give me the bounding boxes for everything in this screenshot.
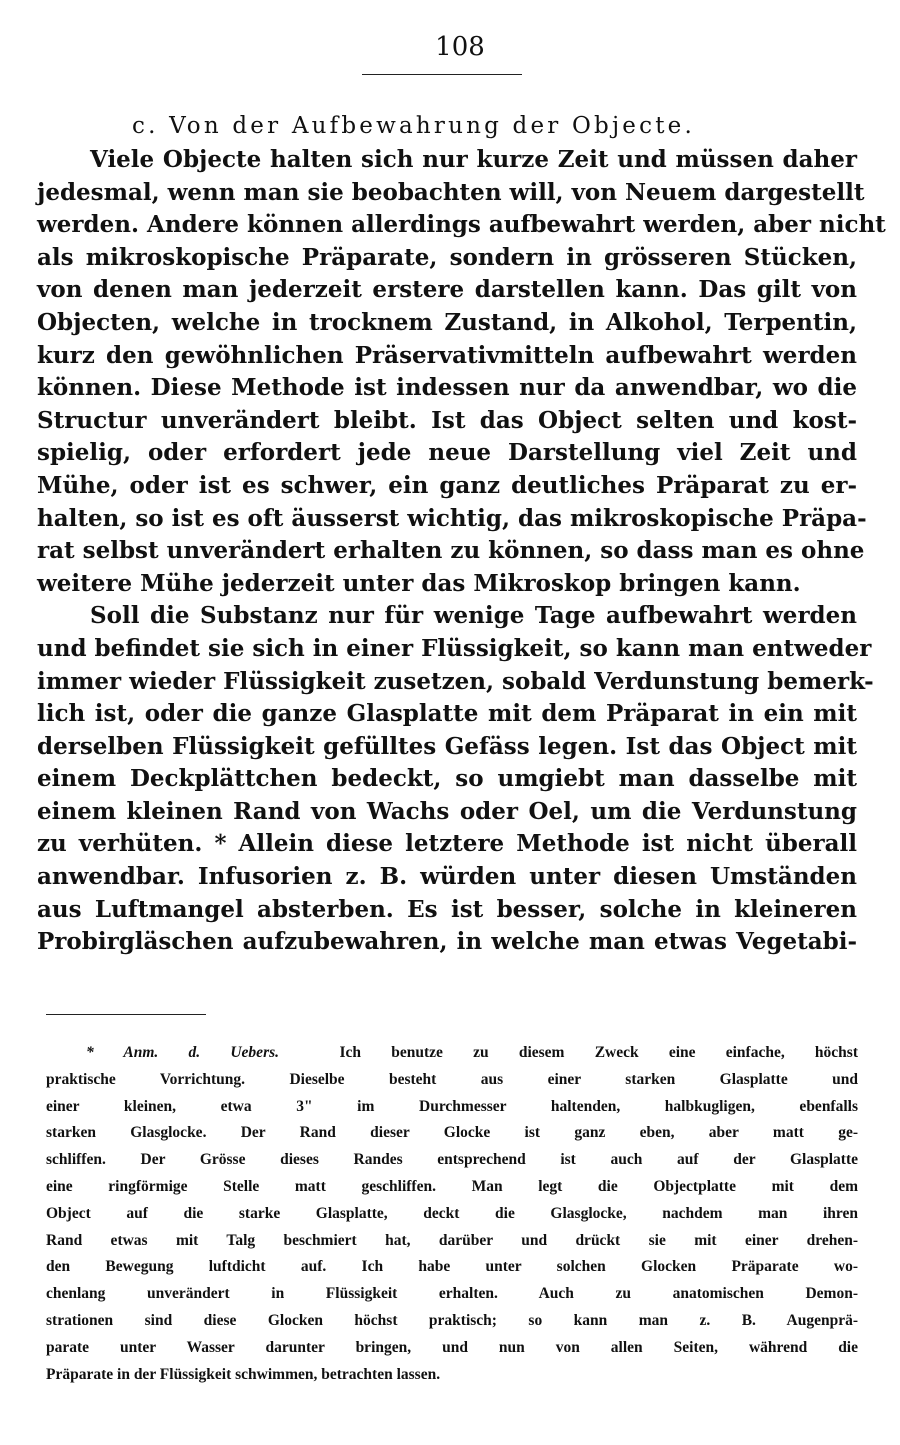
footnote-line: einer kleinen, etwa 3" im Durchmesser haltenden, halbkugligen, ebenfalls: [46, 1097, 858, 1115]
footnote-line: schliffen. Der Grösse dieses Randes entsprechend ist auch auf der Glasplatte: [46, 1151, 858, 1169]
body-line: derselben Flüssigkeit gefülltes Gefäss legen. Ist das Object mit: [37, 732, 857, 760]
body-line: werden. Andere können allerdings aufbewahrt werden, aber nicht: [37, 211, 886, 239]
footnote-line: [46, 1040, 858, 1067]
footnote-line: den Bewegung luftdicht auf. Ich habe unter solchen Glocken Präparate wo-: [46, 1258, 858, 1276]
body-line: Mühe, oder ist es schwer, ein ganz deutliches Präparat zu er-: [37, 471, 857, 499]
body-line: und befindet sie sich in einer Flüssigkeit, so kann man entweder: [37, 634, 872, 662]
footnote-line: starken Glasglocke. Der Rand dieser Glocke ist ganz eben, aber matt ge-: [46, 1124, 858, 1142]
footnote-rule: [46, 1014, 206, 1015]
body-line: Probirgläschen aufzubewahren, in welche man etwas Vegetabi-: [37, 928, 857, 956]
body-text: [37, 144, 886, 959]
body-line: weitere Mühe jederzeit unter das Mikroskop bringen kann.: [37, 569, 801, 597]
body-line: einem Deckplättchen bedeckt, so umgiebt man dasselbe mit: [37, 765, 857, 793]
footnote-line: parate unter Wasser darunter bringen, und nun von allen Seiten, während die: [46, 1338, 858, 1356]
body-line: kurz den gewöhnlichen Präservativmitteln aufbewahrt werden: [37, 341, 857, 369]
footnote-line: chenlang unverändert in Flüssigkeit erhalten. Auch zu anatomischen Demon-: [46, 1285, 858, 1303]
footnote: [46, 1040, 858, 1388]
footnote-marker: * Anm. d. Uebers.: [86, 1044, 280, 1061]
section-heading: c. Von der Aufbewahrung der Objecte.: [132, 113, 695, 139]
footnote-line: eine ringförmige Stelle matt geschliffen. Man legt die Objectplatte mit dem: [46, 1177, 858, 1195]
body-line: jedesmal, wenn man sie beobachten will, von Neuem dargestellt: [37, 178, 865, 206]
body-line: immer wieder Flüssigkeit zusetzen, sobald Verdunstung bemerk-: [37, 667, 874, 695]
body-line: aus Luftmangel absterben. Es ist besser, solche in kleineren: [37, 895, 857, 923]
body-line: können. Diese Methode ist indessen nur da anwendbar, wo die: [37, 374, 857, 402]
body-line: spielig, oder erfordert jede neue Darstellung viel Zeit und: [37, 439, 857, 467]
body-line: Objecten, welche in trocknem Zustand, in Alkohol, Terpentin,: [37, 308, 857, 336]
page-number: 108: [435, 32, 485, 62]
body-line: Viele Objecte halten sich nur kurze Zeit und müssen daher: [90, 146, 857, 173]
body-line: halten, so ist es oft äusserst wichtig, das mikroskopische Präpa-: [37, 504, 867, 532]
footnote-line: strationen sind diese Glocken höchst praktisch; so kann man z. B. Augenprä-: [46, 1311, 858, 1329]
body-line: lich ist, oder die ganze Glasplatte mit dem Präparat in ein mit: [37, 700, 857, 728]
body-line: als mikroskopische Präparate, sondern in grösseren Stücken,: [37, 243, 857, 271]
footnote-line: praktische Vorrichtung. Dieselbe besteht aus einer starken Glasplatte und: [46, 1070, 858, 1088]
body-line: Structur unverändert bleibt. Ist das Object selten und kost-: [37, 406, 857, 434]
footnote-line: Präparate in der Flüssigkeit schwimmen, betrachten lassen.: [46, 1365, 441, 1383]
body-line: rat selbst unverändert erhalten zu können, so dass man es ohne: [37, 537, 865, 565]
body-line: Soll die Substanz nur für wenige Tage aufbewahrt werden: [90, 602, 857, 630]
body-line: zu verhüten. * Allein diese letztere Methode ist nicht überall: [37, 830, 857, 858]
footnote-line: Object auf die starke Glasplatte, deckt die Glasglocke, nachdem man ihren: [46, 1204, 858, 1222]
footnote-line: Rand etwas mit Talg beschmiert hat, darüber und drückt sie mit einer drehen-: [46, 1231, 858, 1249]
header-rule: [362, 74, 522, 75]
footnote-first-text: Ich benutze zu diesem Zweck eine einfache, höchst: [339, 1044, 858, 1061]
body-line: anwendbar. Infusorien z. B. würden unter diesen Umständen: [37, 863, 857, 891]
body-line: von denen man jederzeit erstere darstellen kann. Das gilt von: [37, 276, 857, 304]
body-line: einem kleinen Rand von Wachs oder Oel, um die Verdunstung: [37, 797, 857, 825]
